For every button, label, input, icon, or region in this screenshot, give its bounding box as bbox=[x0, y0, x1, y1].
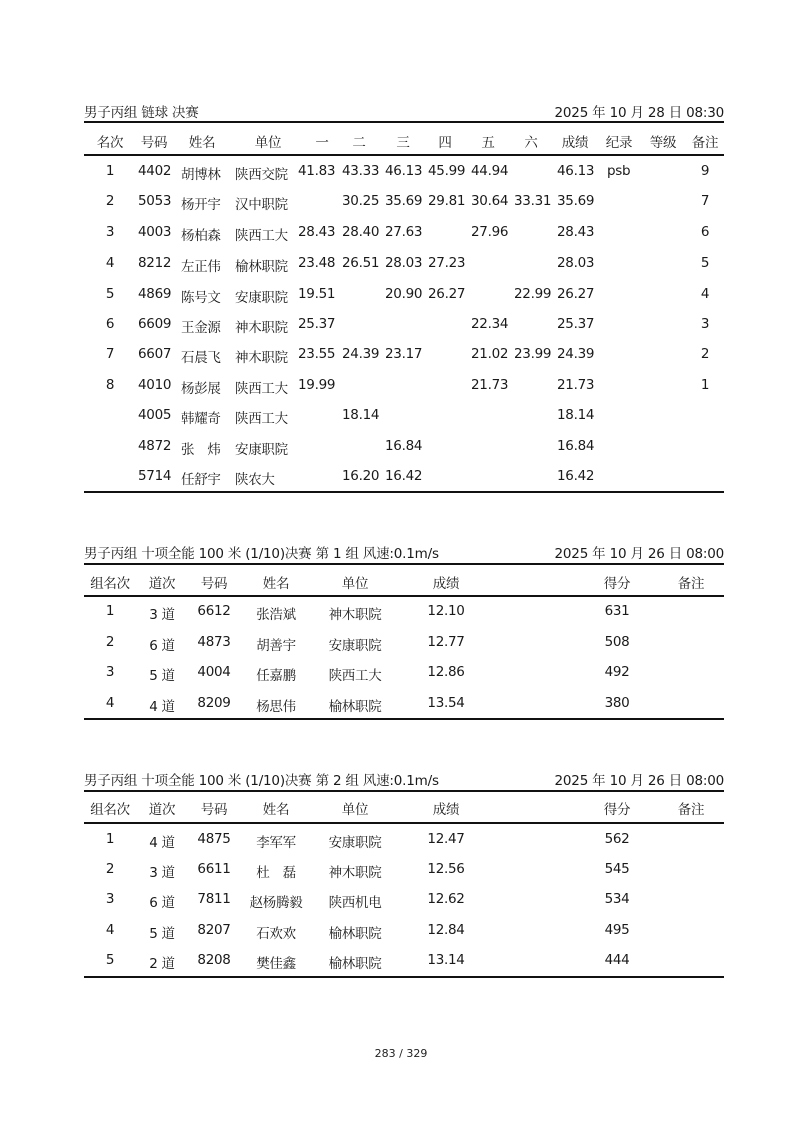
section1-cell: 杨柏森 bbox=[181, 228, 221, 244]
section3-cell: 樊佳鑫 bbox=[256, 956, 296, 972]
section1-cell: 24.39 bbox=[342, 346, 380, 362]
section1-cell: 35.69 bbox=[557, 193, 595, 209]
section2-datetime: 2025 年 10 月 26 日 08:00 bbox=[554, 546, 724, 562]
section2-cell: 12.86 bbox=[427, 664, 465, 680]
section1-cell: 28.03 bbox=[385, 255, 423, 271]
section2-header-rule bbox=[84, 595, 724, 597]
section2-cell: 380 bbox=[604, 695, 630, 711]
section1-cell: 安康职院 bbox=[235, 442, 288, 458]
section3-cell: 神木职院 bbox=[328, 865, 382, 881]
section3-cell: 8207 bbox=[197, 922, 231, 938]
page-number: 283 / 329 bbox=[374, 1047, 428, 1060]
section3-cell: 安康职院 bbox=[328, 835, 382, 851]
section3-cell: 石欢欢 bbox=[256, 926, 296, 942]
section1-title: 男子丙组 链球 决赛 bbox=[84, 105, 199, 121]
section1-cell: 23.99 bbox=[514, 346, 552, 362]
section1-cell: 6 bbox=[700, 224, 710, 240]
section2-header-cell: 道次 bbox=[148, 576, 176, 592]
section1-cell: 4 bbox=[700, 286, 710, 302]
section1-cell: 25.37 bbox=[298, 316, 336, 332]
section1-cell: 27.96 bbox=[471, 224, 509, 240]
section1-cell: 6 bbox=[105, 316, 115, 332]
section1-header-cell: 四 bbox=[438, 135, 452, 151]
section2-cell: 3 bbox=[105, 664, 115, 680]
section1-cell: 16.84 bbox=[385, 438, 423, 454]
section2-cell: 安康职院 bbox=[328, 638, 382, 654]
section1-cell: 陕西工大 bbox=[235, 228, 288, 244]
section1-cell: 27.63 bbox=[385, 224, 423, 240]
section1-cell: 21.73 bbox=[471, 377, 509, 393]
section3-header-cell: 得分 bbox=[603, 802, 631, 818]
section1-bottom-rule bbox=[84, 491, 724, 493]
section3-header-cell: 姓名 bbox=[262, 802, 290, 818]
section2-cell: 12.77 bbox=[427, 634, 465, 650]
section1-cell: 神木职院 bbox=[235, 350, 288, 366]
section1-cell: 3 bbox=[105, 224, 115, 240]
section2-cell: 6612 bbox=[197, 603, 231, 619]
section1-cell: 28.03 bbox=[557, 255, 595, 271]
section1-cell: 1 bbox=[700, 377, 710, 393]
section3-cell: 杜 磊 bbox=[256, 865, 296, 881]
section2-bottom-rule bbox=[84, 718, 724, 720]
section2-cell: 12.10 bbox=[427, 603, 465, 619]
section1-cell: 35.69 bbox=[385, 193, 423, 209]
section1-cell: 陕农大 bbox=[235, 472, 275, 488]
section1-cell: 22.99 bbox=[514, 286, 552, 302]
section1-cell: 26.27 bbox=[557, 286, 595, 302]
section1-top-rule bbox=[84, 121, 724, 123]
section1-cell: 33.31 bbox=[514, 193, 552, 209]
section1-header-cell: 二 bbox=[352, 135, 366, 151]
section1-header-rule bbox=[84, 154, 724, 156]
section1-cell: 汉中职院 bbox=[235, 197, 288, 213]
section3-cell: 534 bbox=[604, 891, 630, 907]
section2-cell: 榆林职院 bbox=[328, 699, 382, 715]
section1-cell: 杨彭展 bbox=[181, 381, 221, 397]
section3-cell: 444 bbox=[604, 952, 630, 968]
section1-cell: 46.13 bbox=[557, 163, 595, 179]
section1-header-cell: 等级 bbox=[649, 135, 677, 151]
section1-cell: 5714 bbox=[138, 468, 172, 484]
section1-cell: 左正伟 bbox=[181, 259, 221, 275]
section3-header-cell: 备注 bbox=[677, 802, 705, 818]
section1-cell: 23.48 bbox=[298, 255, 336, 271]
section1-cell: 王金源 bbox=[181, 320, 221, 336]
section3-header-rule bbox=[84, 822, 724, 824]
section1-cell: 27.23 bbox=[428, 255, 466, 271]
section1-cell: psb bbox=[607, 163, 631, 179]
section1-cell: 21.73 bbox=[557, 377, 595, 393]
section3-cell: 李军军 bbox=[256, 835, 296, 851]
section1-cell: 4 bbox=[105, 255, 115, 271]
section2-cell: 492 bbox=[604, 664, 630, 680]
section3-cell: 陕西机电 bbox=[328, 895, 382, 911]
section3-cell: 12.84 bbox=[427, 922, 465, 938]
section1-cell: 1 bbox=[105, 163, 115, 179]
section3-cell: 6 道 bbox=[149, 895, 175, 911]
section2-cell: 4004 bbox=[197, 664, 231, 680]
section3-cell: 8208 bbox=[197, 952, 231, 968]
section3-cell: 6611 bbox=[197, 861, 231, 877]
section3-cell: 495 bbox=[604, 922, 630, 938]
section1-cell: 5 bbox=[700, 255, 710, 271]
section1-cell: 4872 bbox=[138, 438, 172, 454]
section1-cell: 石晨飞 bbox=[181, 350, 221, 366]
section3-top-rule bbox=[84, 790, 724, 792]
section1-cell: 30.64 bbox=[471, 193, 509, 209]
section1-cell: 4003 bbox=[138, 224, 172, 240]
section2-cell: 8209 bbox=[197, 695, 231, 711]
section1-cell: 16.20 bbox=[342, 468, 380, 484]
section1-cell: 8212 bbox=[138, 255, 172, 271]
section3-cell: 榆林职院 bbox=[328, 956, 382, 972]
section2-cell: 631 bbox=[604, 603, 630, 619]
section3-cell: 5 bbox=[105, 952, 115, 968]
section1-cell: 6607 bbox=[138, 346, 172, 362]
section3-cell: 12.47 bbox=[427, 831, 465, 847]
section1-cell: 4402 bbox=[138, 163, 172, 179]
section1-header-cell: 五 bbox=[481, 135, 495, 151]
section1-header-cell: 三 bbox=[396, 135, 410, 151]
section1-header-cell: 单位 bbox=[254, 135, 282, 151]
section3-cell: 12.56 bbox=[427, 861, 465, 877]
section1-header-cell: 备注 bbox=[691, 135, 719, 151]
section1-cell: 43.33 bbox=[342, 163, 380, 179]
section2-cell: 胡善宇 bbox=[256, 638, 296, 654]
section1-cell: 陈号文 bbox=[181, 290, 221, 306]
section3-header-cell: 组名次 bbox=[90, 802, 130, 818]
section1-cell: 9 bbox=[700, 163, 710, 179]
section1-cell: 25.37 bbox=[557, 316, 595, 332]
section3-cell: 赵杨腾毅 bbox=[249, 895, 303, 911]
section1-cell: 41.83 bbox=[298, 163, 336, 179]
section1-cell: 神木职院 bbox=[235, 320, 288, 336]
section3-cell: 5 道 bbox=[149, 926, 175, 942]
section1-cell: 22.34 bbox=[471, 316, 509, 332]
section2-cell: 13.54 bbox=[427, 695, 465, 711]
section3-cell: 7811 bbox=[197, 891, 231, 907]
section1-header-cell: 六 bbox=[524, 135, 538, 151]
section3-header-cell: 道次 bbox=[148, 802, 176, 818]
section3-cell: 3 bbox=[105, 891, 115, 907]
section1-cell: 26.27 bbox=[428, 286, 466, 302]
section2-header-cell: 成绩 bbox=[432, 576, 460, 592]
section1-cell: 19.51 bbox=[298, 286, 336, 302]
section1-cell: 7 bbox=[700, 193, 710, 209]
section1-cell: 21.02 bbox=[471, 346, 509, 362]
section3-datetime: 2025 年 10 月 26 日 08:00 bbox=[554, 773, 724, 789]
section1-cell: 26.51 bbox=[342, 255, 380, 271]
section1-cell: 陕西工大 bbox=[235, 381, 288, 397]
section2-cell: 2 bbox=[105, 634, 115, 650]
section1-cell: 20.90 bbox=[385, 286, 423, 302]
section3-cell: 2 道 bbox=[149, 956, 175, 972]
section1-cell: 23.55 bbox=[298, 346, 336, 362]
section1-cell: 23.17 bbox=[385, 346, 423, 362]
section3-cell: 4 道 bbox=[149, 835, 175, 851]
section1-cell: 任舒宇 bbox=[181, 472, 221, 488]
section3-cell: 榆林职院 bbox=[328, 926, 382, 942]
section1-cell: 16.42 bbox=[385, 468, 423, 484]
section1-cell: 5053 bbox=[138, 193, 172, 209]
section3-header-cell: 成绩 bbox=[432, 802, 460, 818]
section1-cell: 29.81 bbox=[428, 193, 466, 209]
section3-header-cell: 号码 bbox=[200, 802, 228, 818]
section1-header-cell: 号码 bbox=[140, 135, 168, 151]
section2-title: 男子丙组 十项全能 100 米 (1/10)决赛 第 1 组 风速:0.1m/s bbox=[84, 546, 439, 562]
section2-header-cell: 备注 bbox=[677, 576, 705, 592]
section3-cell: 4875 bbox=[197, 831, 231, 847]
section1-header-cell: 姓名 bbox=[188, 135, 216, 151]
section2-top-rule bbox=[84, 563, 724, 565]
section1-cell: 18.14 bbox=[342, 407, 380, 423]
section1-cell: 2 bbox=[700, 346, 710, 362]
section1-header-cell: 成绩 bbox=[561, 135, 589, 151]
section2-cell: 任嘉鹏 bbox=[256, 668, 296, 684]
section3-cell: 3 道 bbox=[149, 865, 175, 881]
section1-cell: 28.40 bbox=[342, 224, 380, 240]
section2-cell: 神木职院 bbox=[328, 607, 382, 623]
section2-header-cell: 姓名 bbox=[262, 576, 290, 592]
section2-cell: 杨思伟 bbox=[256, 699, 296, 715]
section1-header-cell: 名次 bbox=[96, 135, 124, 151]
section1-cell: 30.25 bbox=[342, 193, 380, 209]
section2-header-cell: 号码 bbox=[200, 576, 228, 592]
section1-cell: 4010 bbox=[138, 377, 172, 393]
section1-cell: 陕西交院 bbox=[235, 167, 288, 183]
section1-cell: 18.14 bbox=[557, 407, 595, 423]
section1-cell: 4869 bbox=[138, 286, 172, 302]
section2-cell: 4 bbox=[105, 695, 115, 711]
section1-cell: 24.39 bbox=[557, 346, 595, 362]
section1-cell: 7 bbox=[105, 346, 115, 362]
section1-cell: 16.42 bbox=[557, 468, 595, 484]
section2-cell: 张浩斌 bbox=[256, 607, 296, 623]
section2-cell: 4 道 bbox=[149, 699, 175, 715]
section1-cell: 46.13 bbox=[385, 163, 423, 179]
section3-cell: 562 bbox=[604, 831, 630, 847]
section3-bottom-rule bbox=[84, 976, 724, 978]
section2-header-cell: 单位 bbox=[341, 576, 369, 592]
section1-cell: 韩耀奇 bbox=[181, 411, 221, 427]
section1-cell: 45.99 bbox=[428, 163, 466, 179]
section1-cell: 张 炜 bbox=[181, 442, 221, 458]
section3-cell: 2 bbox=[105, 861, 115, 877]
section1-cell: 榆林职院 bbox=[235, 259, 288, 275]
section1-cell: 杨开宇 bbox=[181, 197, 221, 213]
section1-cell: 安康职院 bbox=[235, 290, 288, 306]
section1-cell: 28.43 bbox=[298, 224, 336, 240]
section1-header-cell: 纪录 bbox=[605, 135, 633, 151]
section2-cell: 3 道 bbox=[149, 607, 175, 623]
section1-cell: 5 bbox=[105, 286, 115, 302]
section2-header-cell: 得分 bbox=[603, 576, 631, 592]
section1-cell: 陕西工大 bbox=[235, 411, 288, 427]
section3-title: 男子丙组 十项全能 100 米 (1/10)决赛 第 2 组 风速:0.1m/s bbox=[84, 773, 439, 789]
section2-cell: 1 bbox=[105, 603, 115, 619]
section2-header-cell: 组名次 bbox=[90, 576, 130, 592]
section1-cell: 6609 bbox=[138, 316, 172, 332]
section3-header-cell: 单位 bbox=[341, 802, 369, 818]
section3-cell: 1 bbox=[105, 831, 115, 847]
section2-cell: 4873 bbox=[197, 634, 231, 650]
section1-cell: 28.43 bbox=[557, 224, 595, 240]
section3-cell: 4 bbox=[105, 922, 115, 938]
section1-cell: 44.94 bbox=[471, 163, 509, 179]
section1-cell: 4005 bbox=[138, 407, 172, 423]
section2-cell: 5 道 bbox=[149, 668, 175, 684]
section1-cell: 3 bbox=[700, 316, 710, 332]
section3-cell: 12.62 bbox=[427, 891, 465, 907]
section1-cell: 19.99 bbox=[298, 377, 336, 393]
section1-cell: 胡博林 bbox=[181, 167, 221, 183]
section2-cell: 508 bbox=[604, 634, 630, 650]
section1-cell: 2 bbox=[105, 193, 115, 209]
section1-header-cell: 一 bbox=[315, 135, 329, 151]
section1-datetime: 2025 年 10 月 28 日 08:30 bbox=[554, 105, 724, 121]
section2-cell: 6 道 bbox=[149, 638, 175, 654]
section3-cell: 13.14 bbox=[427, 952, 465, 968]
section1-cell: 16.84 bbox=[557, 438, 595, 454]
section2-cell: 陕西工大 bbox=[328, 668, 382, 684]
section3-cell: 545 bbox=[604, 861, 630, 877]
section1-cell: 8 bbox=[105, 377, 115, 393]
